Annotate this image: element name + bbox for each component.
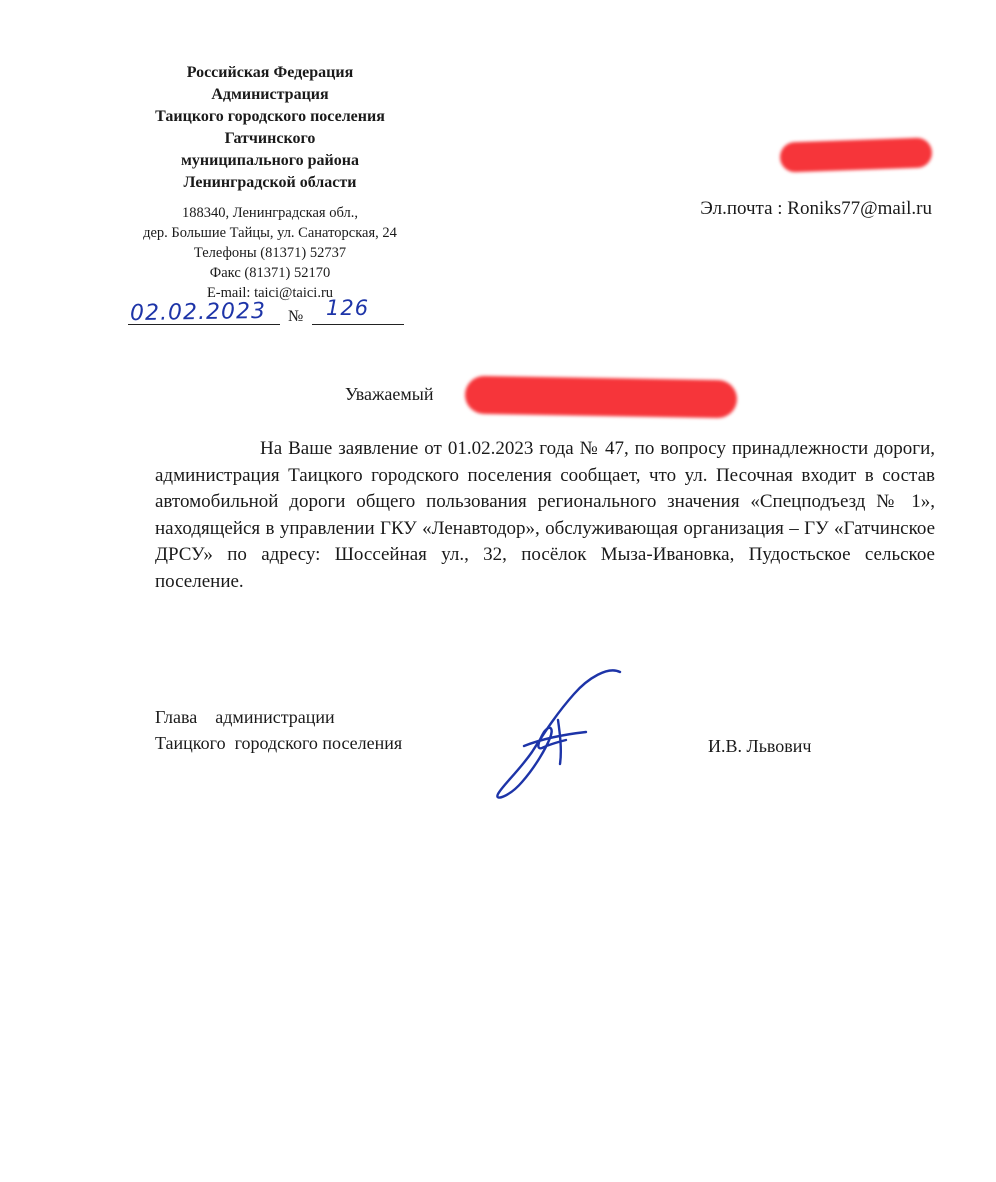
handwritten-signature bbox=[488, 664, 638, 804]
org-line: Гатчинского bbox=[224, 130, 316, 147]
org-line: Ленинградской области bbox=[183, 174, 357, 191]
email-line: E-mail: taici@taici.ru bbox=[206, 285, 334, 301]
address-line: 188340, Ленинградская обл., bbox=[182, 205, 358, 221]
organization-header bbox=[120, 62, 420, 194]
org-line: Таицкого городского поселения bbox=[155, 108, 385, 125]
handwritten-number: 126 bbox=[326, 296, 370, 320]
number-sign: № bbox=[288, 308, 304, 325]
registration-row bbox=[128, 296, 428, 332]
date-underline bbox=[128, 324, 280, 325]
phone-line: Телефоны (81371) 52737 bbox=[193, 245, 347, 261]
number-underline bbox=[312, 324, 404, 325]
signer-title bbox=[155, 704, 402, 756]
signer-title-line: Глава администрации bbox=[155, 707, 335, 727]
recipient-email: Эл.почта : Roniks77@mail.ru bbox=[700, 198, 932, 219]
org-line: Российская Федерация bbox=[186, 64, 354, 81]
letter-body: На Ваше заявление от 01.02.2023 года № 47, по вопросу принадлежности дороги, администрация Таицкого городского поселения сообщает, что ул. Песочная входит в состав автомобильной дороги общего пользования регионального значения «Спецподъезд № 1», находящейся в управлении ГКУ «Ленавтодор», обслуживающая организация – ГУ «Гатчинское ДРСУ» по адресу: Шоссейная ул., 32, посёлок Мыза-Ивановка, Пудостьское сельское поселение. bbox=[155, 438, 935, 592]
recipient-name bbox=[600, 140, 932, 168]
redaction-mark bbox=[465, 376, 738, 419]
recipient-block bbox=[600, 140, 932, 220]
organization-contacts bbox=[110, 203, 430, 303]
redaction-mark bbox=[780, 137, 933, 172]
fax-line: Факс (81371) 52170 bbox=[209, 265, 331, 281]
org-line: муниципального района bbox=[181, 152, 359, 169]
signer-title-line: Таицкого городского поселения bbox=[155, 733, 403, 753]
signer-name: И.В. Львович bbox=[708, 736, 812, 756]
greeting: Уважаемый bbox=[345, 384, 434, 404]
org-line: Администрация bbox=[211, 86, 329, 103]
handwritten-date: 02.02.2023 bbox=[129, 298, 267, 327]
address-line: дер. Большие Тайцы, ул. Санаторская, 24 bbox=[143, 225, 397, 241]
